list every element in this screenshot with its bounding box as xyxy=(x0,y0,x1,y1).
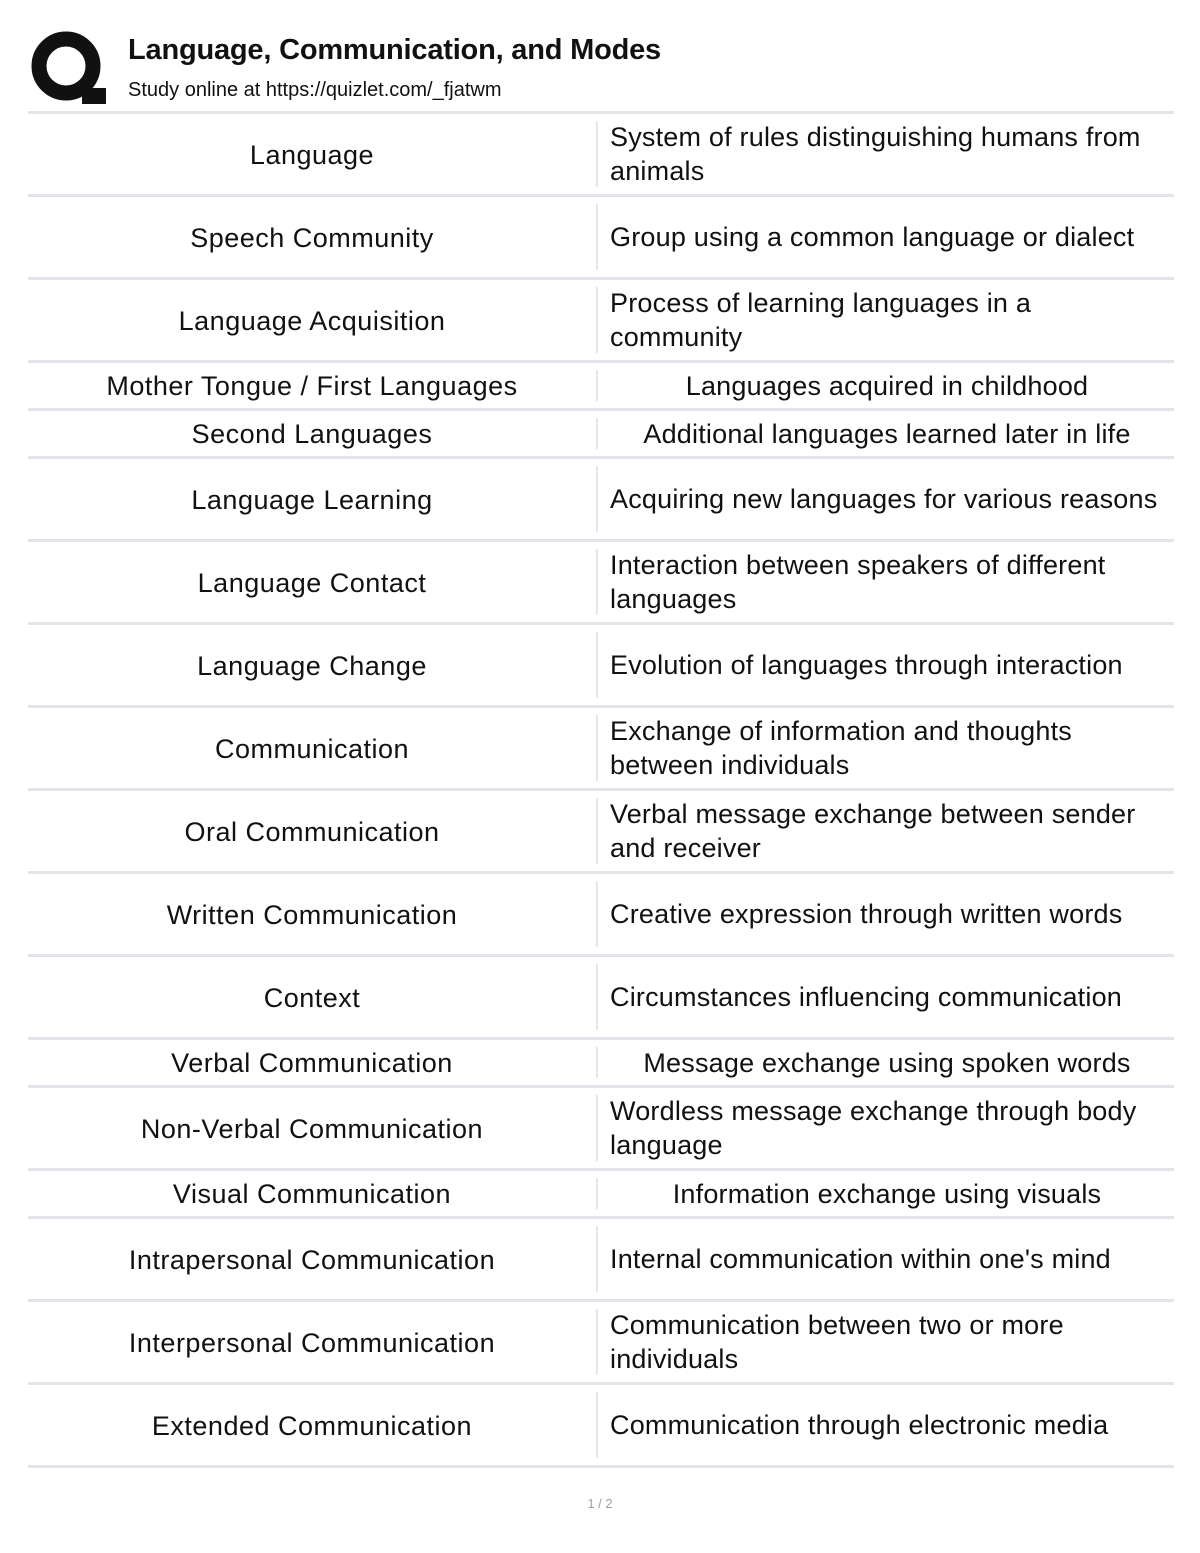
card-definition: Communication through electronic media xyxy=(610,1410,1109,1440)
card-definition: Verbal message exchange between sender and receiver xyxy=(610,799,1136,863)
flashcard-row xyxy=(28,1385,1174,1468)
flashcard-row xyxy=(28,874,1174,957)
page-header xyxy=(28,28,1172,110)
flashcard-row xyxy=(28,280,1174,363)
card-definition: Communication between two or more individuals xyxy=(610,1310,1064,1374)
card-term: Visual Communication xyxy=(172,1179,452,1209)
flashcard-row xyxy=(28,1219,1174,1302)
card-definition: Interaction between speakers of different languages xyxy=(610,550,1106,614)
flashcard-row xyxy=(28,1040,1174,1088)
page-indicator: 1 / 2 xyxy=(587,1496,613,1511)
card-term: Speech Community xyxy=(190,222,434,253)
flashcard-row xyxy=(28,459,1174,542)
card-definition: Creative expression through written words xyxy=(610,899,1123,929)
card-term: Non-Verbal Communication xyxy=(140,1113,484,1144)
card-term: Interpersonal Communication xyxy=(128,1327,496,1358)
card-definition: Exchange of information and thoughts between individuals xyxy=(610,716,1073,780)
card-term: Language Change xyxy=(197,650,427,681)
card-definition: Evolution of languages through interaction xyxy=(610,650,1123,680)
flashcard-row xyxy=(28,791,1174,874)
card-definition: Internal communication within one's mind xyxy=(610,1244,1111,1274)
card-term: Language Contact xyxy=(197,567,427,598)
card-definition: Group using a common language or dialect xyxy=(610,222,1135,252)
card-term: Language Learning xyxy=(191,484,433,515)
card-term: Mother Tongue / First Languages xyxy=(106,371,518,401)
card-term: Written Communication xyxy=(166,899,458,930)
card-term: Context xyxy=(263,982,361,1013)
flashcard-row xyxy=(28,1171,1174,1219)
card-definition: Acquiring new languages for various reasons xyxy=(610,484,1158,514)
flashcard-row xyxy=(28,708,1174,791)
flashcard-row xyxy=(28,1302,1174,1385)
card-definition: Additional languages learned later in life xyxy=(643,418,1131,449)
card-term: Oral Communication xyxy=(184,816,440,847)
quizlet-logo-icon xyxy=(28,28,108,108)
card-definition: Message exchange using spoken words xyxy=(643,1047,1131,1078)
flashcard-row xyxy=(28,114,1174,197)
flashcard-row xyxy=(28,957,1174,1040)
card-definition: Circumstances influencing communication xyxy=(610,982,1123,1012)
page-title: Language, Communication, and Modes xyxy=(128,34,661,66)
flashcard-row xyxy=(28,1088,1174,1171)
card-term: Language xyxy=(249,139,375,170)
flashcard-table xyxy=(28,111,1174,1468)
study-online-link[interactable]: Study online at https://quizlet.com/_fjatwm xyxy=(128,79,502,101)
flashcard-row xyxy=(28,363,1174,411)
card-term: Verbal Communication xyxy=(171,1048,453,1078)
card-definition: Languages acquired in childhood xyxy=(685,370,1089,401)
card-term: Communication xyxy=(214,733,410,764)
card-term: Language Acquisition xyxy=(178,305,446,336)
card-definition: Process of learning languages in a community xyxy=(610,288,1032,352)
card-term: Extended Communication xyxy=(151,1410,473,1441)
flashcard-row xyxy=(28,411,1174,459)
flashcard-row xyxy=(28,197,1174,280)
card-term: Intrapersonal Communication xyxy=(128,1244,496,1275)
card-term: Second Languages xyxy=(191,419,433,449)
flashcard-row xyxy=(28,625,1174,708)
card-definition: System of rules distinguishing humans from animals xyxy=(610,122,1141,186)
card-definition: Information exchange using visuals xyxy=(672,1178,1102,1209)
flashcard-row xyxy=(28,542,1174,625)
card-definition: Wordless message exchange through body language xyxy=(610,1096,1137,1160)
